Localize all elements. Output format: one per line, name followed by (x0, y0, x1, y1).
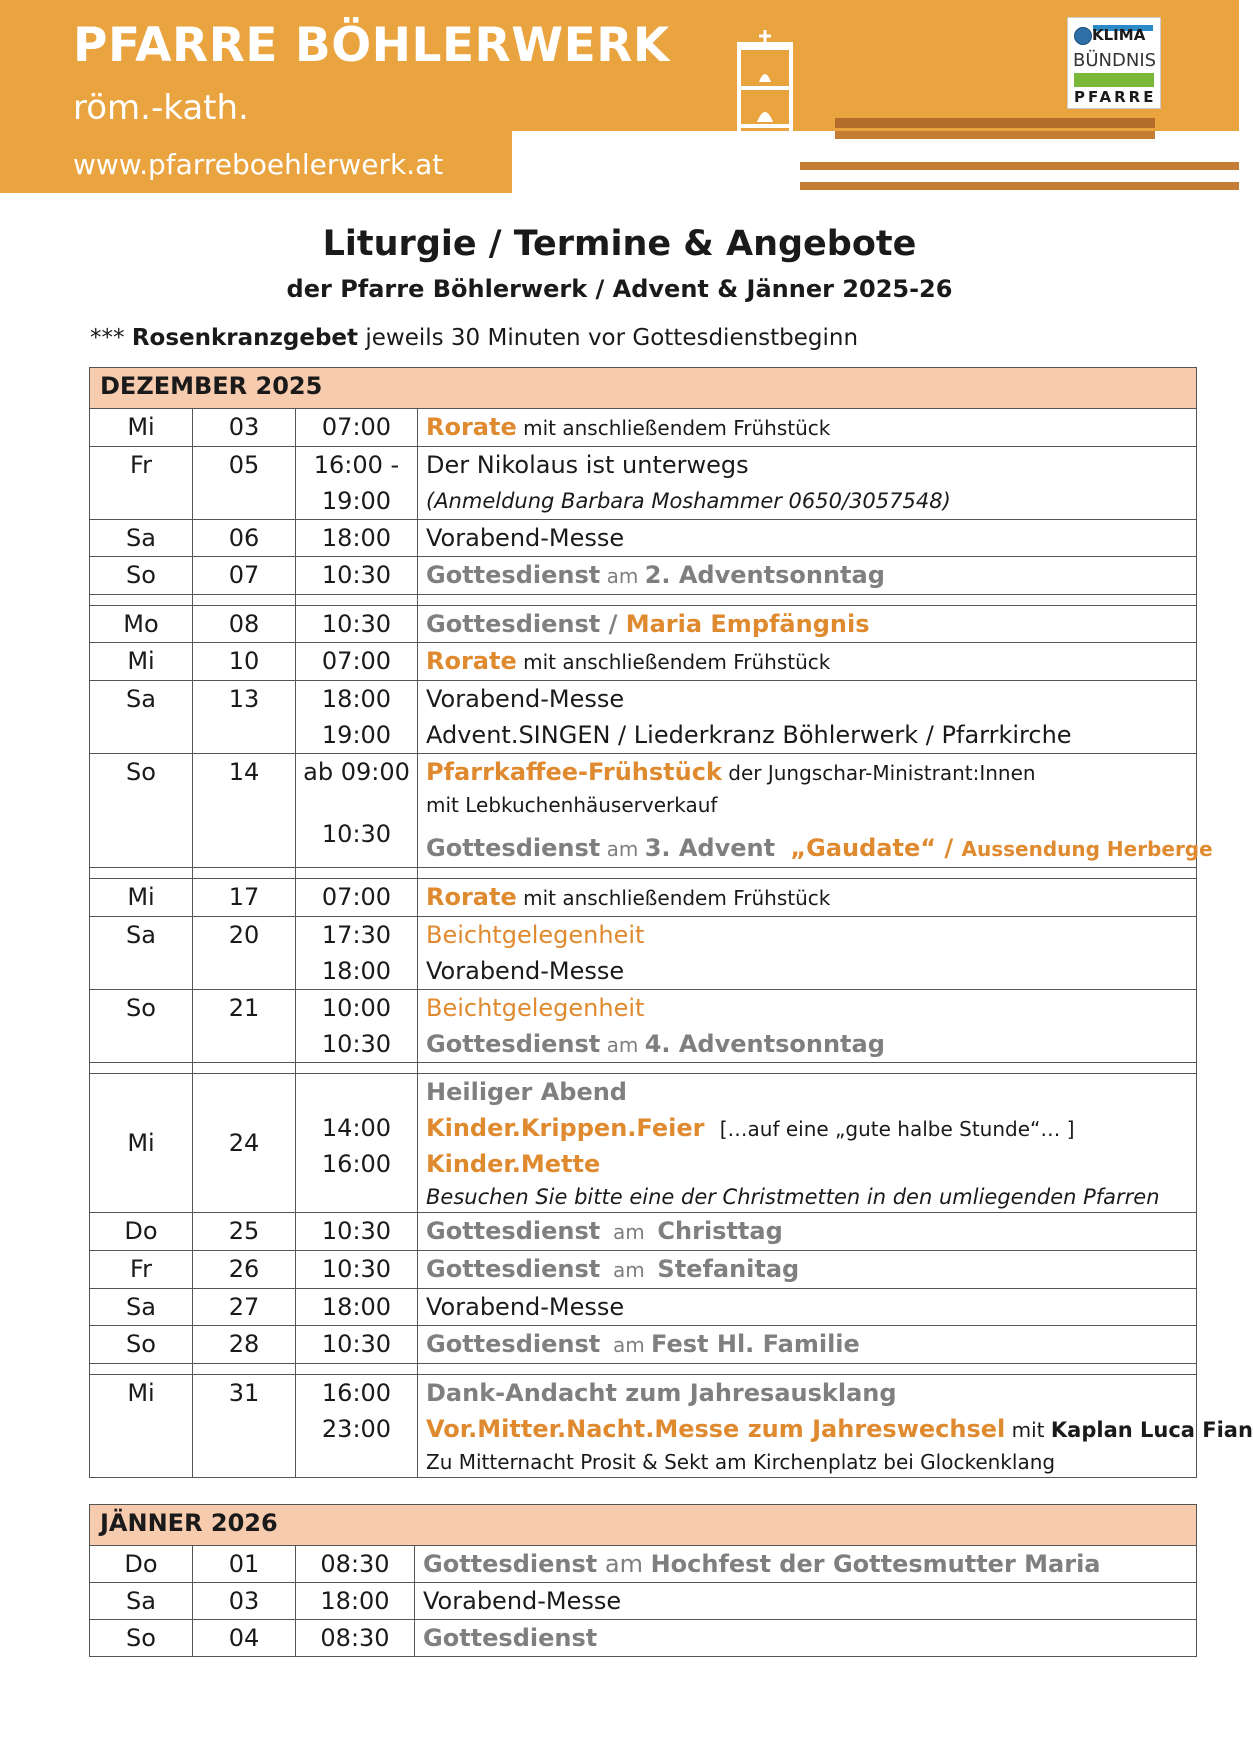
event-cell (415, 1546, 1197, 1583)
week-separator (90, 868, 1197, 879)
time-second: 10:30 (321, 820, 392, 848)
day-cell: Mo (90, 606, 193, 643)
date-cell: 04 (193, 1620, 296, 1657)
event-cell (418, 1074, 1197, 1213)
event-connector: mit (1005, 1418, 1051, 1442)
event-note: Besuchen Sie bitte eine der Christmetten in den umliegenden Pfarren (426, 1185, 1160, 1209)
date-cell: 03 (193, 1583, 296, 1620)
table-row (90, 643, 1197, 681)
rosary-note (90, 325, 858, 351)
day-cell: So (90, 1620, 193, 1657)
event-detail: mit anschließendem Frühstück (516, 650, 831, 674)
event-title: Pfarrkaffee-Frühstück (426, 758, 722, 786)
event-title-third: Kinder.Mette (426, 1150, 601, 1178)
event-connector: am (600, 1333, 652, 1357)
globe-icon (1074, 27, 1092, 45)
time-first: 16:00 (321, 1379, 392, 1407)
table-row (90, 520, 1197, 557)
event-cell (415, 1620, 1197, 1657)
event-title: Der Nikolaus ist unterwegs (426, 451, 749, 479)
day-cell: Do (90, 1546, 193, 1583)
event-title: Rorate (426, 647, 517, 675)
event-connector: am (600, 1220, 658, 1244)
event-celebrant: Kaplan Luca Fian (1050, 1418, 1253, 1442)
event-occasion: Maria Empfängnis (625, 610, 870, 638)
event-title: Heiliger Abend (426, 1078, 627, 1106)
table-row (90, 1620, 1197, 1657)
date-cell: 10 (193, 643, 296, 681)
time-second: 23:00 (321, 1415, 392, 1443)
table-row (90, 606, 1197, 643)
table-row (90, 1546, 1197, 1583)
event-connector: am (600, 1258, 658, 1282)
day-cell: Mi (90, 409, 193, 447)
event-title-second: Advent.SINGEN / Liederkranz Böhlerwerk / Pfarrkirche (426, 721, 1072, 749)
time-cell: 10:30 (296, 606, 418, 643)
event-cell (418, 917, 1197, 990)
event-cell (418, 1213, 1197, 1251)
event-cell (418, 990, 1197, 1063)
time-start: 16:00 - (313, 451, 400, 479)
event-title: Dank-Andacht zum Jahresausklang (426, 1379, 897, 1407)
table-row (90, 917, 1197, 990)
event-motto: „Gaudate“ / (790, 834, 962, 862)
logo-text-buendnis: BÜNDNIS (1073, 50, 1157, 71)
time-cell: 07:00 (296, 409, 418, 447)
time-second: 16:00 (321, 1150, 392, 1178)
event-connector: am (600, 1033, 645, 1057)
week-separator (90, 1364, 1197, 1375)
date-cell: 24 (193, 1074, 296, 1213)
event-occasion: 2. Adventsonntag (644, 561, 885, 589)
event-title: Rorate (426, 883, 517, 911)
event-detail: (Anmeldung Barbara Moshammer 0650/3057548) (426, 489, 951, 513)
time-first: 14:00 (321, 1114, 392, 1142)
month-title: DEZEMBER 2025 (90, 368, 1197, 409)
day-cell: Mi (90, 1074, 193, 1213)
event-connector: am (600, 837, 645, 861)
date-cell: 13 (193, 681, 296, 754)
event-cell (418, 879, 1197, 917)
day-cell: So (90, 990, 193, 1063)
event-detail: […auf eine „gute halbe Stunde“… ] (719, 1117, 1075, 1141)
time-cell (296, 681, 418, 754)
logo-green-stripe (1074, 73, 1154, 87)
day-cell: So (90, 557, 193, 595)
table-row (90, 447, 1197, 520)
date-cell: 14 (193, 754, 296, 868)
day-cell: Do (90, 1213, 193, 1251)
day-cell: Sa (90, 1583, 193, 1620)
event-extra: Aussendung Herberge (961, 837, 1213, 861)
time-second: 19:00 (321, 721, 392, 749)
brick-wall-graphic (800, 110, 1239, 193)
time-cell: 18:00 (296, 1583, 415, 1620)
website-link[interactable]: www.pfarreboehlerwerk.at (73, 148, 444, 181)
date-cell: 28 (193, 1326, 296, 1364)
day-cell: So (90, 1326, 193, 1364)
event-title: Vorabend-Messe (418, 1289, 1197, 1326)
time-first: ab 09:00 (303, 758, 410, 786)
table-row (90, 754, 1197, 868)
event-cell (418, 754, 1213, 868)
date-cell: 26 (193, 1251, 296, 1289)
event-title: Gottesdienst (426, 1217, 601, 1245)
event-cell (418, 606, 1197, 643)
date-cell: 05 (193, 447, 296, 520)
event-detail-second: mit Lebkuchenhäuserverkauf (426, 793, 718, 817)
table-row (90, 1074, 1197, 1213)
time-cell: 10:30 (296, 1326, 418, 1364)
time-cell (296, 1074, 418, 1213)
table-row (90, 1583, 1197, 1620)
day-cell: Fr (90, 447, 193, 520)
date-cell: 07 (193, 557, 296, 595)
month-title: JÄNNER 2026 (90, 1505, 1197, 1546)
event-title: Gottesdienst (426, 1330, 601, 1358)
date-cell: 06 (193, 520, 296, 557)
week-separator (90, 595, 1197, 606)
event-cell (418, 1375, 1253, 1478)
event-detail: mit anschließendem Frühstück (516, 886, 831, 910)
date-cell: 01 (193, 1546, 296, 1583)
table-row (90, 1375, 1197, 1478)
logo-text-pfarre: PFARRE (1074, 88, 1157, 106)
event-title: Beichtgelegenheit (426, 921, 645, 949)
day-cell: So (90, 754, 193, 868)
parish-name: PFARRE BÖHLERWERK (73, 18, 670, 73)
page-subtitle: der Pfarre Böhlerwerk / Advent & Jänner 2025-26 (286, 275, 953, 303)
month-header-december (90, 368, 1197, 409)
event-occasion: 4. Adventsonntag (644, 1030, 885, 1058)
time-cell (296, 754, 418, 868)
denomination: röm.-kath. (73, 88, 249, 128)
time-cell (296, 990, 418, 1063)
event-occasion: Stefanitag (657, 1255, 800, 1283)
header-banner (0, 0, 1239, 193)
date-cell: 25 (193, 1213, 296, 1251)
event-occasion: Fest Hl. Familie (651, 1330, 860, 1358)
event-occasion: 3. Advent (644, 834, 776, 862)
page-title: Liturgie / Termine & Angebote (322, 224, 917, 264)
table-row (90, 1289, 1197, 1326)
day-cell: Sa (90, 681, 193, 754)
event-title-second: Gottesdienst (426, 834, 601, 862)
time-second: 18:00 (321, 957, 392, 985)
time-cell: 10:30 (296, 1213, 418, 1251)
event-connector: am (600, 564, 645, 588)
day-cell: Mi (90, 1375, 193, 1478)
event-title: Gottesdienst (426, 610, 601, 638)
event-title: Gottesdienst (426, 561, 601, 589)
time-cell: 08:30 (296, 1620, 415, 1657)
time-first: 18:00 (321, 685, 392, 713)
event-occasion: Christtag (657, 1217, 783, 1245)
time-cell (296, 1375, 418, 1478)
day-cell: Mi (90, 879, 193, 917)
time-cell: 07:00 (296, 643, 418, 681)
date-cell: 17 (193, 879, 296, 917)
event-cell (418, 1326, 1197, 1364)
table-row (90, 990, 1197, 1063)
time-cell: 18:00 (296, 1289, 418, 1326)
event-title-second: Vorabend-Messe (426, 957, 625, 985)
time-cell: 08:30 (296, 1546, 415, 1583)
time-first: 10:00 (321, 994, 392, 1022)
january-schedule-table (89, 1504, 1197, 1657)
logo-text-klima: KLIMA (1092, 26, 1146, 44)
event-title-second: Gottesdienst (426, 1030, 601, 1058)
klimabuendnis-logo (1067, 17, 1161, 109)
event-title: Beichtgelegenheit (426, 994, 645, 1022)
event-title: Vorabend-Messe (426, 685, 625, 713)
table-row (90, 681, 1197, 754)
time-cell (296, 447, 418, 520)
event-cell (418, 643, 1197, 681)
event-cell (418, 447, 1197, 520)
day-cell: Sa (90, 917, 193, 990)
event-title: Gottesdienst (423, 1550, 598, 1578)
event-title: Gottesdienst (423, 1624, 598, 1652)
day-cell: Fr (90, 1251, 193, 1289)
table-row (90, 409, 1197, 447)
event-cell (418, 1251, 1197, 1289)
note-prefix: *** (90, 325, 132, 351)
event-title: Vorabend-Messe (418, 520, 1197, 557)
event-connector: am (597, 1550, 651, 1578)
month-header-january (90, 1505, 1197, 1546)
time-cell: 18:00 (296, 520, 418, 557)
time-cell: 10:30 (296, 557, 418, 595)
event-title: Rorate (426, 413, 517, 441)
event-cell (418, 409, 1197, 447)
day-cell: Sa (90, 1289, 193, 1326)
table-row (90, 1326, 1197, 1364)
day-cell: Mi (90, 643, 193, 681)
note-bold: Rosenkranzgebet (131, 325, 359, 351)
event-note: Zu Mitternacht Prosit & Sekt am Kirchenplatz bei Glockenklang (426, 1450, 1056, 1474)
table-row (90, 1213, 1197, 1251)
event-title-second: Kinder.Krippen.Feier (426, 1114, 705, 1142)
event-title: Vorabend-Messe (415, 1583, 1197, 1620)
date-cell: 27 (193, 1289, 296, 1326)
event-detail: mit anschließendem Frühstück (516, 416, 831, 440)
date-cell: 21 (193, 990, 296, 1063)
time-second: 10:30 (321, 1030, 392, 1058)
event-title: Gottesdienst (426, 1255, 601, 1283)
date-cell: 08 (193, 606, 296, 643)
december-schedule-table (89, 367, 1253, 1478)
event-cell (418, 557, 1197, 595)
table-row (90, 1251, 1197, 1289)
time-cell: 10:30 (296, 1251, 418, 1289)
day-cell: Sa (90, 520, 193, 557)
week-separator (90, 1063, 1197, 1074)
date-cell: 03 (193, 409, 296, 447)
table-row (90, 879, 1197, 917)
time-end: 19:00 (321, 487, 392, 515)
table-row (90, 557, 1197, 595)
time-cell: 07:00 (296, 879, 418, 917)
event-cell (418, 681, 1197, 754)
time-cell (296, 917, 418, 990)
date-cell: 31 (193, 1375, 296, 1478)
event-title-second: Vor.Mitter.Nacht.Messe zum Jahreswechsel (426, 1415, 1006, 1443)
time-first: 17:30 (321, 921, 392, 949)
note-rest: jeweils 30 Minuten vor Gottesdienstbeginn (358, 325, 859, 351)
event-detail: der Jungschar-Ministrant:Innen (721, 761, 1036, 785)
event-occasion: Hochfest der Gottesmutter Maria (650, 1550, 1101, 1578)
event-connector: / (600, 610, 626, 638)
date-cell: 20 (193, 917, 296, 990)
